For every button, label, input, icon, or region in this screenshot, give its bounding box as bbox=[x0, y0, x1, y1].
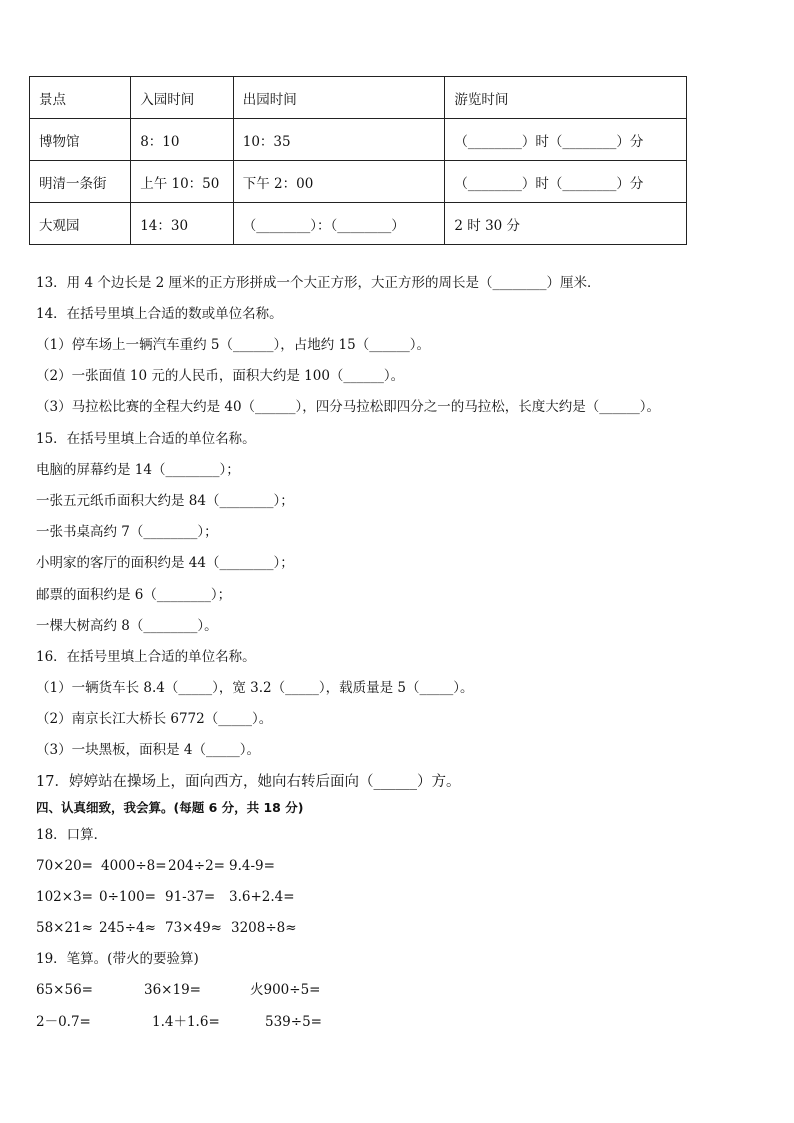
written-calc-item: 2－0.7= bbox=[36, 1014, 91, 1030]
written-calc-item: 1.4＋1.6= bbox=[152, 1014, 220, 1030]
table-header-cell: 出园时间 bbox=[233, 77, 445, 119]
table-cell: 明清一条街 bbox=[30, 161, 131, 203]
written-calc-item: 火900÷5= bbox=[250, 982, 321, 998]
question-14-title: 14．在括号里填上合适的数或单位名称。 bbox=[36, 306, 283, 322]
question-15-title: 15．在括号里填上合适的单位名称。 bbox=[36, 431, 256, 447]
section-4-heading: 四、认真细致，我会算。(每题 6 分，共 18 分) bbox=[36, 800, 304, 815]
table-row bbox=[30, 161, 687, 203]
table-header-cell: 游览时间 bbox=[445, 77, 687, 119]
oral-calc-item: 245÷4≈ bbox=[99, 920, 156, 936]
question-14-item: （3）马拉松比赛的全程大约是 40（______），四分马拉松即四分之一的马拉松，长度大约是（______）。 bbox=[36, 399, 661, 415]
written-calc-row bbox=[36, 981, 320, 999]
table-cell: 博物馆 bbox=[30, 119, 131, 161]
question-16-item: （3）一块黑板，面积是 4（_____）。 bbox=[36, 742, 260, 758]
oral-calc-item: 102×3= bbox=[36, 889, 93, 905]
table-cell: 2 时 30 分 bbox=[445, 203, 687, 245]
oral-calc-item: 3208÷8≈ bbox=[231, 920, 297, 936]
question-15-item: 小明家的客厅的面积约是 44（________）； bbox=[36, 555, 294, 571]
oral-calc-item: 73×49≈ bbox=[165, 920, 222, 936]
table-row bbox=[30, 119, 687, 161]
table-cell: 上午 10：50 bbox=[131, 161, 234, 203]
oral-calc-item: 9.4-9= bbox=[229, 858, 275, 874]
table-header-cell: 入园时间 bbox=[131, 77, 234, 119]
table-cell: 8：10 bbox=[131, 119, 234, 161]
question-14-item: （1）停车场上一辆汽车重约 5（______），占地约 15（______）。 bbox=[36, 337, 430, 353]
oral-calc-item: 58×21≈ bbox=[36, 920, 93, 936]
question-14-item: （2）一张面值 10 元的人民币，面积大约是 100（______）。 bbox=[36, 368, 405, 384]
written-calc-item: 36×19= bbox=[144, 982, 201, 998]
table-cell: 大观园 bbox=[30, 203, 131, 245]
table-cell: （________）时（________）分 bbox=[445, 161, 687, 203]
question-15-item: 一张书桌高约 7（________）； bbox=[36, 524, 218, 540]
schedule-table bbox=[29, 76, 687, 245]
table-cell: （________）时（________）分 bbox=[445, 119, 687, 161]
oral-calc-row bbox=[36, 857, 275, 875]
oral-calc-item: 204÷2= bbox=[168, 858, 225, 874]
question-17: 17．婷婷站在操场上，面向西方，她向右转后面向（______）方。 bbox=[36, 774, 461, 790]
oral-calc-item: 91-37= bbox=[165, 889, 216, 905]
table-cell: 10：35 bbox=[233, 119, 445, 161]
written-calc-item: 539÷5= bbox=[265, 1014, 322, 1030]
oral-calc-item: 3.6+2.4= bbox=[229, 889, 295, 905]
question-16-item: （2）南京长江大桥长 6772（_____）。 bbox=[36, 711, 273, 727]
written-calc-item: 65×56= bbox=[36, 982, 93, 998]
question-15-item: 一张五元纸币面积大约是 84（________）； bbox=[36, 493, 294, 509]
table-header-row bbox=[30, 77, 687, 119]
oral-calc-row bbox=[36, 919, 297, 937]
oral-calc-item: 0÷100= bbox=[99, 889, 156, 905]
question-16-title: 16．在括号里填上合适的单位名称。 bbox=[36, 649, 256, 665]
oral-calc-item: 70×20= bbox=[36, 858, 93, 874]
question-15-item: 电脑的屏幕约是 14（________）； bbox=[36, 462, 240, 478]
question-16-item: （1）一辆货车长 8.4（_____），宽 3.2（_____），载质量是 5（_____）。 bbox=[36, 680, 474, 696]
oral-calc-item: 4000÷8= bbox=[101, 858, 167, 874]
table-header-cell: 景点 bbox=[30, 77, 131, 119]
question-15-item: 邮票的面积约是 6（________）； bbox=[36, 587, 232, 603]
question-15-item: 一棵大树高约 8（________）。 bbox=[36, 618, 218, 634]
question-19-title: 19．笔算。(带火的要验算) bbox=[36, 951, 199, 967]
table-cell: （________）：（________） bbox=[233, 203, 445, 245]
written-calc-row bbox=[36, 1013, 322, 1031]
table-cell: 下午 2：00 bbox=[233, 161, 445, 203]
question-18-title: 18．口算． bbox=[36, 827, 108, 843]
table-cell: 14：30 bbox=[131, 203, 234, 245]
oral-calc-row bbox=[36, 888, 295, 906]
question-13: 13．用 4 个边长是 2 厘米的正方形拼成一个大正方形，大正方形的周长是（________）厘米． bbox=[36, 275, 601, 291]
table-row bbox=[30, 203, 687, 245]
